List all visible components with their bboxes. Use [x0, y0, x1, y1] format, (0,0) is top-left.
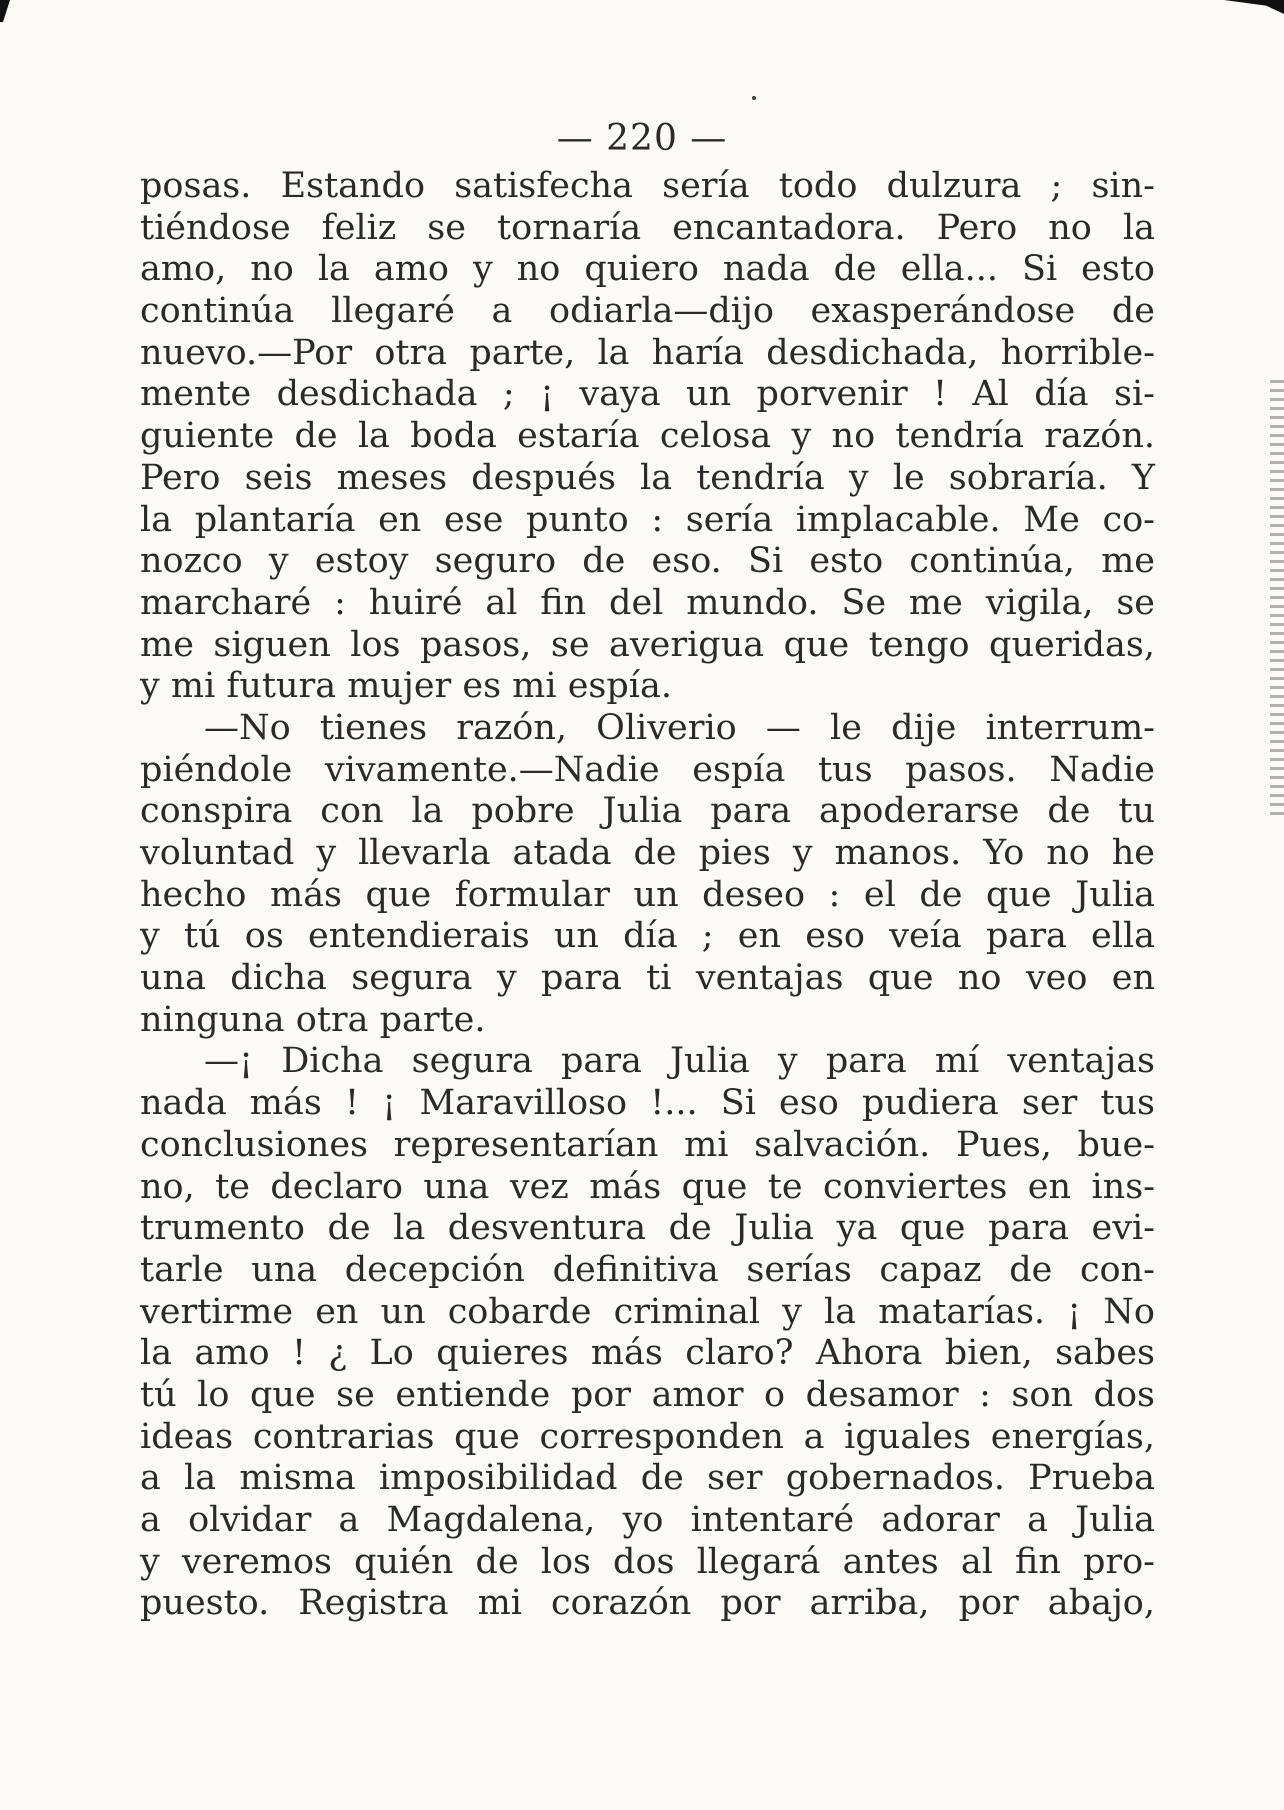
text-line: la amo ! ¿ Lo quieres más claro? Ahora bien, sabes [140, 1333, 1155, 1374]
text-line: no, te declaro una vez más que te conviertes en ins- [140, 1166, 1155, 1207]
text-line: conclusiones representarían mi salvación. Pues, bue- [140, 1124, 1155, 1165]
text-line: nada más ! ¡ Maravilloso !... Si eso pudiera ser tus [140, 1083, 1155, 1124]
text-line: a la misma imposibilidad de ser gobernados. Prueba [140, 1458, 1155, 1499]
text-line: ideas contrarias que corresponden a iguales energías, [140, 1416, 1155, 1457]
scan-corner-mark-right [1224, 0, 1284, 14]
text-line: tarle una decepción definitiva serías capaz de con- [140, 1249, 1155, 1290]
page-text [140, 166, 1155, 1625]
text-line: marcharé : huiré al fin del mundo. Se me vigila, se [140, 582, 1155, 623]
text-line: tú lo que se entiende por amor o desamor : son dos [140, 1374, 1155, 1415]
scan-edge-noise [1270, 380, 1284, 820]
text-line: hecho más que formular un deseo : el de que Julia [140, 874, 1155, 915]
text-line: una dicha segura y para ti ventajas que no veo en [140, 958, 1155, 999]
text-line: nuevo.—Por otra parte, la haría desdichada, horrible- [140, 332, 1155, 373]
text-line: y veremos quién de los dos llegará antes al fin pro- [140, 1541, 1155, 1582]
text-line: tiéndose feliz se tornaría encantadora. Pero no la [140, 207, 1155, 248]
text-line: vertirme en un cobarde criminal y la matarías. ¡ No [140, 1291, 1155, 1332]
page-number: — 220 — [556, 118, 728, 159]
text-line: me siguen los pasos, se averigua que tengo queridas, [140, 624, 1155, 665]
text-line: —No tienes razón, Oliverio — le dije interrum- [204, 707, 1155, 748]
text-line: voluntad y llevarla atada de pies y manos. Yo no he [140, 833, 1155, 873]
text-line: guiente de la boda estaría celosa y no tendría razón. [140, 416, 1155, 457]
text-line: y mi futura mujer es mi espía. [140, 666, 672, 707]
text-line: continúa llegaré a odiarla—dijo exasperándose de [140, 291, 1155, 332]
text-line: —¡ Dicha segura para Julia y para mí ventajas [204, 1041, 1155, 1082]
text-line: conspira con la pobre Julia para apoderarse de tu [140, 791, 1155, 832]
text-line: posas. Estando satisfecha sería todo dulzura ; sin- [140, 166, 1155, 206]
text-line: Pero seis meses después la tendría y le sobraría. Y [140, 457, 1155, 498]
text-line: ninguna otra parte. [140, 999, 486, 1040]
text-line: nozco y estoy seguro de eso. Si esto continúa, me [140, 541, 1155, 582]
text-line: trumento de la desventura de Julia ya que para evi- [140, 1208, 1155, 1249]
text-line: piéndole vivamente.—Nadie espía tus pasos. Nadie [140, 749, 1155, 790]
text-line: la plantaría en ese punto : sería implacable. Me co- [140, 499, 1155, 540]
scan-corner-mark-left [0, 0, 10, 22]
text-line: mente desdichada ; ¡ vaya un porvenir ! Al día si- [140, 374, 1155, 415]
text-line: amo, no la amo y no quiero nada de ella... Si esto [140, 249, 1155, 290]
text-line: a olvidar a Magdalena, yo intentaré adorar a Julia [140, 1500, 1155, 1540]
scan-speck [752, 96, 756, 100]
text-line: y tú os entendierais un día ; en eso veía para ella [140, 916, 1155, 957]
text-line: puesto. Registra mi corazón por arriba, por abajo, [140, 1583, 1155, 1624]
